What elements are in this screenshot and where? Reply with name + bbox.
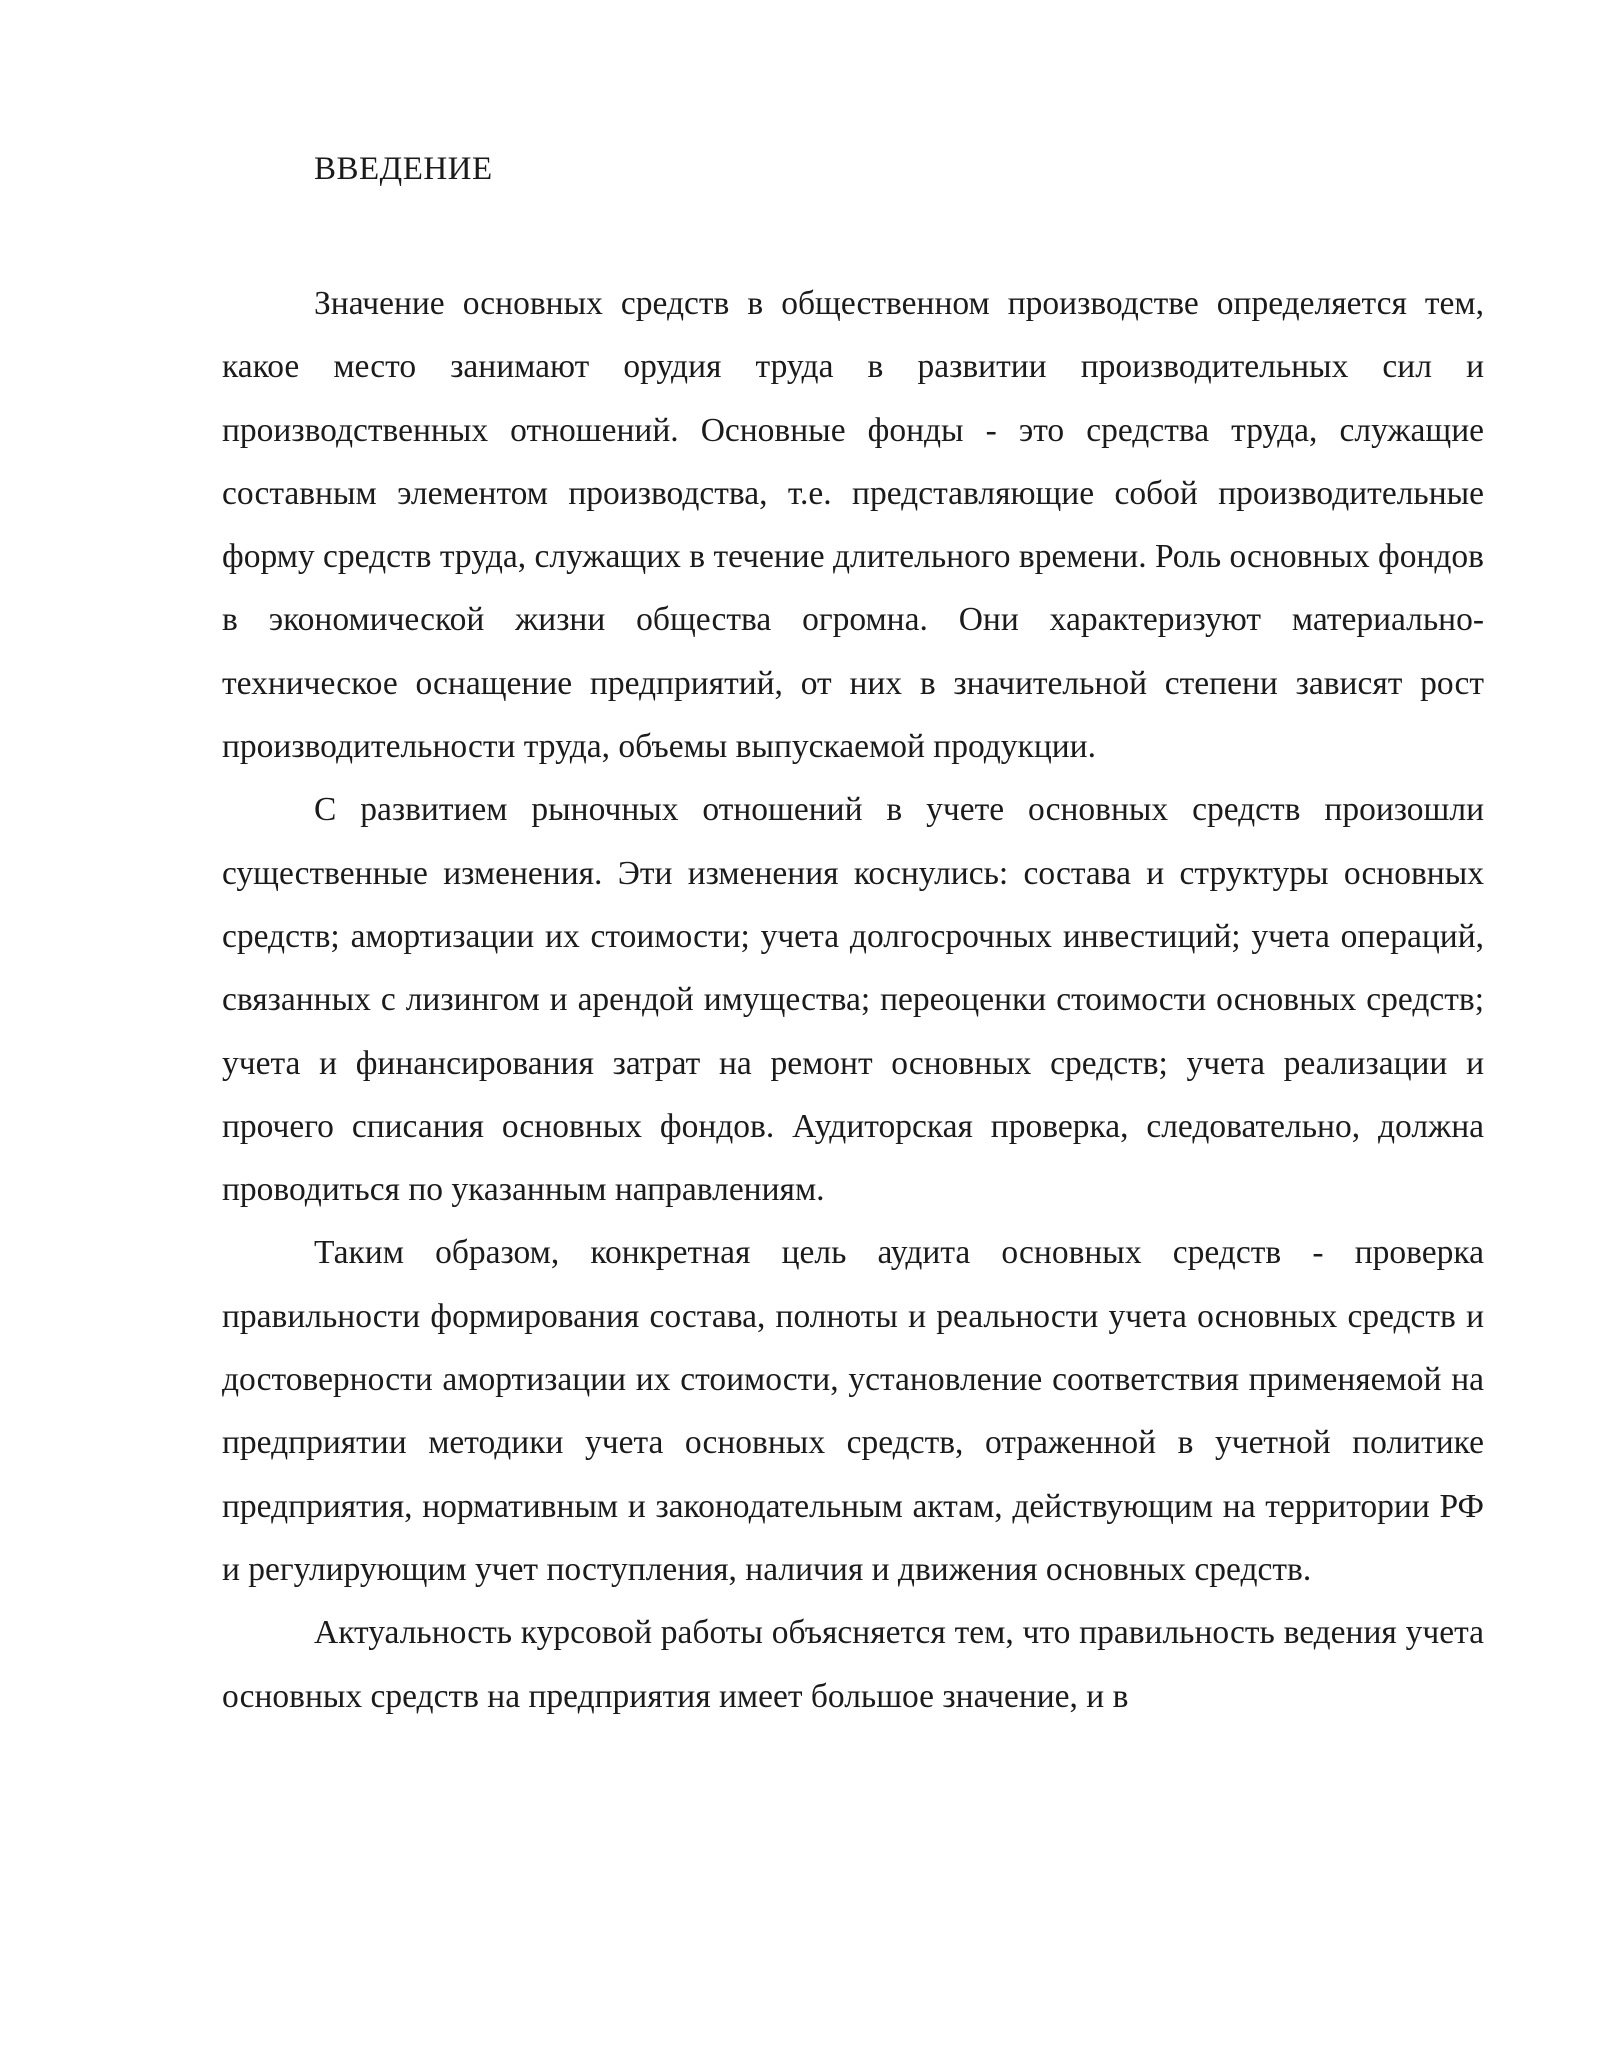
document-body bbox=[222, 272, 1484, 1728]
paragraph-1: Значение основных средств в общественном производстве определяется тем, какое место занимают орудия труда в развитии производительных сил и производственных отношений. Основные фонды - это средства труда, служащие составным элементом производства, т.е. представляющие собой производительные форму средств труда, служащих в течение длительного времени. Роль основных фондов в экономической жизни общества огромна. Они характеризуют материально-техническое оснащение предприятий, от них в значительной степени зависят рост производительности труда, объемы выпускаемой продукции. bbox=[222, 285, 1484, 766]
paragraph-4: Актуальность курсовой работы объясняется тем, что правильность ведения учета основных средств на предприятия имеет большое значение, и в bbox=[222, 1614, 1484, 1715]
page-title: ВВЕДЕНИЕ bbox=[314, 151, 493, 187]
paragraph-2: С развитием рыночных отношений в учете основных средств произошли существенные изменения. Эти изменения коснулись: состава и структуры основных средств; амортизации их стоимости; учета долгосрочных инвестиций; учета операций, связанных с лизингом и арендой имущества; переоценки стоимости основных средств; учета и финансирования затрат на ремонт основных средств; учета реализации и прочего списания основных фондов. Аудиторская проверка, следовательно, должна проводиться по указанным направлениям. bbox=[222, 791, 1484, 1209]
paragraph-3: Таким образом, конкретная цель аудита основных средств - проверка правильности формирования состава, полноты и реальности учета основных средств и достоверности амортизации их стоимости, установление соответствия применяемой на предприятии методики учета основных средств, отраженной в учетной политике предприятия, нормативным и законодательным актам, действующим на территории РФ и регулирующим учет поступления, наличия и движения основных средств. bbox=[222, 1234, 1484, 1588]
